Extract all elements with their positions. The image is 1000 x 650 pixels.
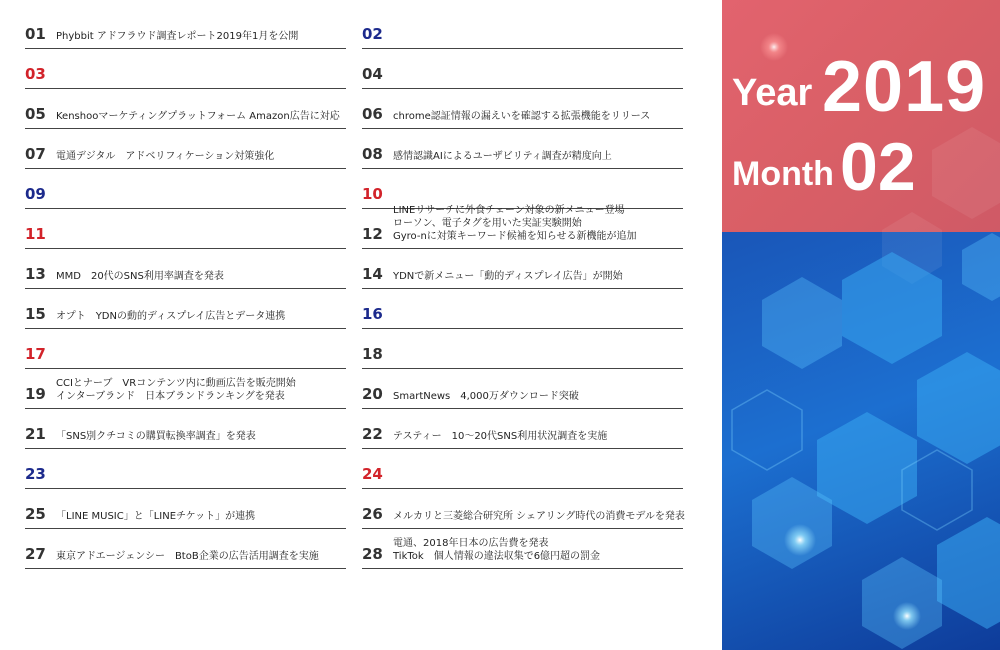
news-headline: メルカリと三菱総合研究所 シェアリング時代の消費モデルを発表 — [393, 511, 685, 522]
news-headline: Kenshooマーケティングプラットフォーム Amazon広告に対応 — [56, 111, 340, 122]
date-row — [25, 208, 346, 249]
date-row — [362, 368, 683, 409]
day-number: 06 — [362, 105, 383, 123]
news-entries — [56, 430, 376, 443]
day-number: 09 — [25, 185, 46, 203]
day-number: 07 — [25, 145, 46, 163]
news-entries — [56, 310, 376, 323]
news-entries — [393, 510, 713, 523]
date-row — [25, 368, 346, 409]
day-number: 11 — [25, 225, 46, 243]
date-row — [25, 248, 346, 289]
date-row — [362, 205, 683, 249]
news-entries — [393, 150, 713, 163]
day-number: 08 — [362, 145, 383, 163]
news-entries — [56, 150, 376, 163]
date-row — [362, 488, 683, 529]
day-number: 05 — [25, 105, 46, 123]
month-value: 02 — [840, 129, 916, 205]
news-entries — [393, 537, 713, 563]
day-number: 23 — [25, 465, 46, 483]
year-label: Year — [732, 72, 813, 114]
date-row — [362, 288, 683, 329]
news-entries — [393, 110, 713, 123]
news-headline: MMD 20代のSNS利用率調査を発表 — [56, 271, 224, 282]
day-number: 01 — [25, 25, 46, 43]
date-row — [362, 248, 683, 289]
date-row — [25, 128, 346, 169]
news-headline: オプト YDNの動的ディスプレイ広告とデータ連携 — [56, 311, 286, 322]
day-number: 10 — [362, 185, 383, 203]
date-row — [25, 8, 346, 49]
news-entries — [393, 270, 713, 283]
date-row — [25, 488, 346, 529]
date-row — [362, 328, 683, 369]
day-number: 13 — [25, 265, 46, 283]
date-row — [362, 448, 683, 489]
news-headline: LINEリサーチに外食チェーン対象の新メニュー登場 — [393, 205, 625, 216]
news-entries — [56, 550, 376, 563]
day-number: 27 — [25, 545, 46, 563]
day-number: 19 — [25, 385, 46, 403]
day-number: 22 — [362, 425, 383, 443]
news-entries — [56, 510, 376, 523]
news-headline: SmartNews 4,000万ダウンロード突破 — [393, 391, 579, 402]
day-number: 02 — [362, 25, 383, 43]
day-number: 20 — [362, 385, 383, 403]
news-entries — [393, 390, 713, 403]
news-headline: YDNで新メニュー「動的ディスプレイ広告」が開始 — [393, 271, 623, 282]
news-entries — [56, 30, 376, 43]
news-entries — [393, 430, 713, 443]
date-row — [362, 8, 683, 49]
date-row — [25, 328, 346, 369]
news-headline: TikTok 個人情報の違法収集で6億円超の罰金 — [393, 551, 601, 562]
day-number: 12 — [362, 225, 383, 243]
day-number: 15 — [25, 305, 46, 323]
news-entries — [56, 110, 376, 123]
news-headline: chrome認証情報の漏えいを確認する拡張機能をリリース — [393, 111, 651, 122]
date-row — [362, 88, 683, 129]
news-headline: 「LINE MUSIC」と「LINEチケット」が連携 — [56, 511, 256, 522]
day-number: 24 — [362, 465, 383, 483]
day-number: 14 — [362, 265, 383, 283]
day-number: 04 — [362, 65, 383, 83]
day-number: 17 — [25, 345, 46, 363]
news-headline: 電通、2018年日本の広告費を発表 — [393, 538, 549, 549]
news-headline: インターブランド 日本ブランドランキングを発表 — [56, 391, 285, 402]
date-row — [25, 168, 346, 209]
day-number: 28 — [362, 545, 383, 563]
date-row — [25, 288, 346, 329]
news-headline: 東京アドエージェンシー BtoB企業の広告活用調査を実施 — [56, 551, 319, 562]
date-row — [362, 408, 683, 449]
day-number: 25 — [25, 505, 46, 523]
month-banner — [722, 0, 1000, 650]
date-row — [25, 448, 346, 489]
date-row — [25, 528, 346, 569]
day-number: 16 — [362, 305, 383, 323]
news-headline: Phybbit アドフラウド調査レポート2019年1月を公開 — [56, 31, 299, 42]
news-headline: テスティー 10〜20代SNS利用状況調査を実施 — [393, 431, 608, 442]
month-label: Month — [732, 155, 834, 193]
news-entries — [56, 270, 376, 283]
date-row — [362, 128, 683, 169]
date-row — [362, 528, 683, 569]
news-entries — [56, 377, 376, 403]
news-headline: CCIとナーブ VRコンテンツ内に動画広告を販売開始 — [56, 378, 296, 389]
news-entries — [393, 204, 713, 243]
day-number: 18 — [362, 345, 383, 363]
date-row — [362, 48, 683, 89]
news-headline: 電通デジタル アドベリフィケーション対策強化 — [56, 151, 275, 162]
day-number: 03 — [25, 65, 46, 83]
news-headline: Gyro-nに対策キーワード候補を知らせる新機能が追加 — [393, 231, 637, 242]
news-headline: 「SNS別クチコミの購買転換率調査」を発表 — [56, 431, 256, 442]
date-row — [25, 408, 346, 449]
date-row — [25, 88, 346, 129]
day-number: 21 — [25, 425, 46, 443]
news-headline: 感情認識AIによるユーザビリティ調査が精度向上 — [393, 151, 612, 162]
year-value: 2019 — [822, 47, 987, 127]
news-headline: ローソン、電子タグを用いた実証実験開始 — [393, 218, 582, 229]
date-row — [25, 48, 346, 89]
date-row — [362, 168, 683, 209]
day-number: 26 — [362, 505, 383, 523]
